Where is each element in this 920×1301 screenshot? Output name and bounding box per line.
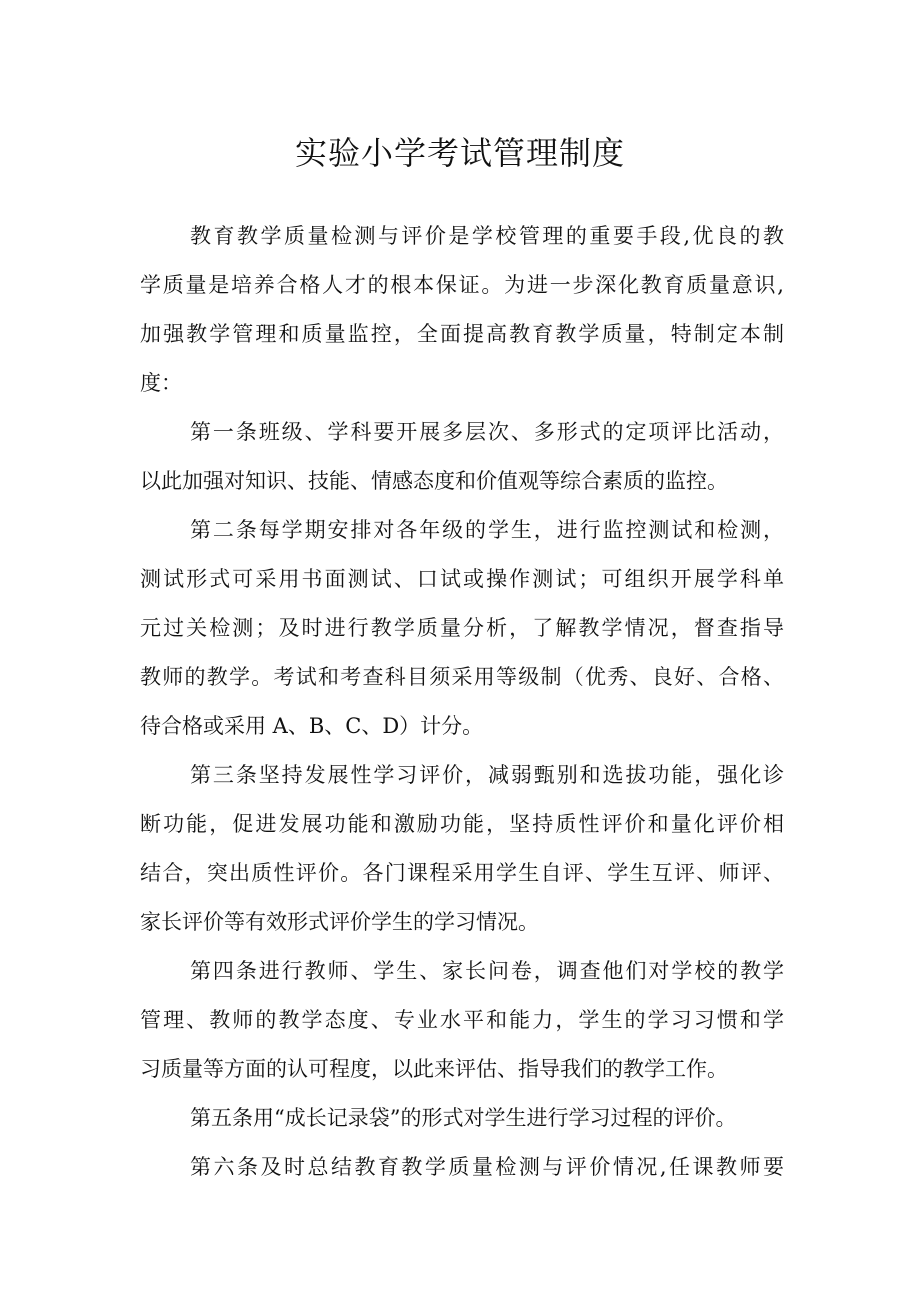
body-line: 第五条用“成长记录袋”的形式对学生进行学习过程的评价。 xyxy=(190,1106,737,1130)
body-line: 习质量等方面的认可程度，以此来评估、指导我们的教学工作。 xyxy=(140,1057,728,1081)
body-line: 待合格或采用 A、B、C、D）计分。 xyxy=(140,714,484,738)
body-line: 第六条及时总结教育教学质量检测与评价情况,任课教师要 xyxy=(190,1155,784,1179)
body-line: 元过关检测；及时进行教学质量分析，了解教学情况，督查指导 xyxy=(140,616,784,640)
body-line: 第四条进行教师、学生、家长问卷，调查他们对学校的教学 xyxy=(190,959,784,983)
body-line: 第一条班级、学科要开展多层次、多形式的定项评比活动， xyxy=(190,420,784,444)
body-line: 家长评价等有效形式评价学生的学习情况。 xyxy=(140,910,539,934)
body-line: 教师的教学。考试和考查科目须采用等级制（优秀、良好、合格、 xyxy=(140,665,784,689)
document-title: 实验小学考试管理制度 xyxy=(294,134,625,172)
body-line: 度： xyxy=(140,371,182,395)
body-line: 加强教学管理和质量监控，全面提高教育教学质量，特制定本制 xyxy=(140,322,784,346)
document-body xyxy=(140,212,784,1192)
body-line: 结合，突出质性评价。各门课程采用学生自评、学生互评、师评、 xyxy=(140,861,784,885)
body-line: 以此加强对知识、技能、情感态度和价值观等综合素质的监控。 xyxy=(140,469,728,493)
body-line: 第三条坚持发展性学习评价，减弱甄别和选拔功能，强化诊 xyxy=(190,763,784,787)
body-line: 断功能，促进发展功能和激励功能，坚持质性评价和量化评价相 xyxy=(140,812,784,836)
body-line: 学质量是培养合格人才的根本保证。为进一步深化教育质量意识, xyxy=(140,273,784,297)
body-line: 测试形式可采用书面测试、口试或操作测试；可组织开展学科单 xyxy=(140,567,784,591)
body-line: 第二条每学期安排对各年级的学生，进行监控测试和检测， xyxy=(190,518,784,542)
body-line: 教育教学质量检测与评价是学校管理的重要手段,优良的教 xyxy=(190,224,784,248)
body-line: 管理、教师的教学态度、专业水平和能力，学生的学习习惯和学 xyxy=(140,1008,784,1032)
